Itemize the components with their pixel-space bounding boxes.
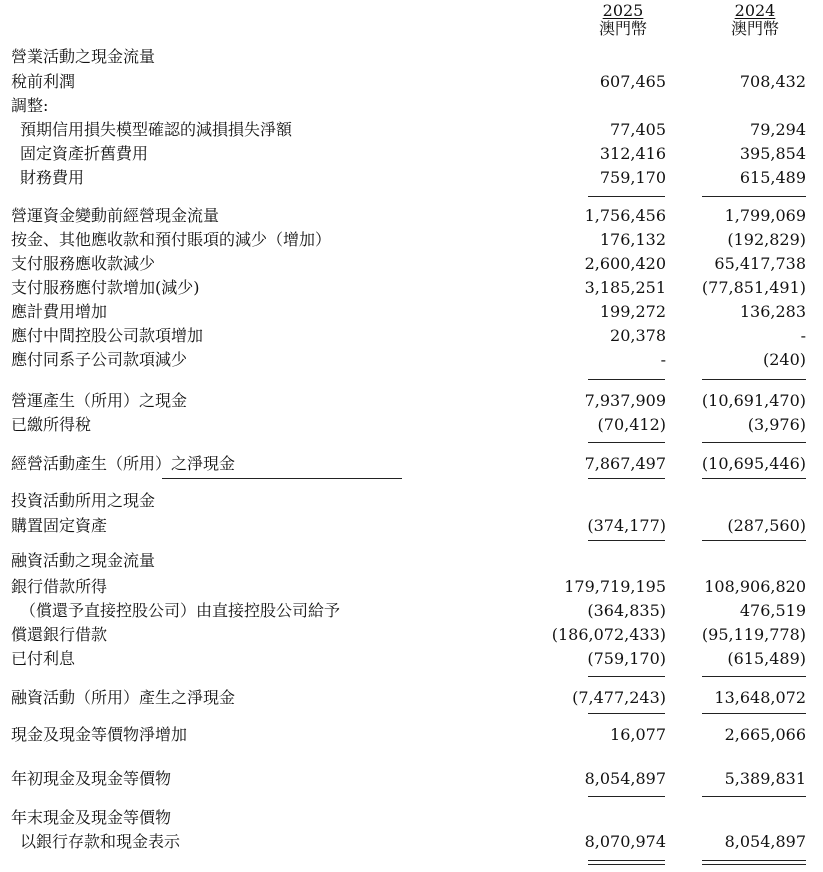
table-row: 按金、其他應收款和預付賬項的減少（增加） 176,132 (192,829)	[11, 230, 806, 249]
table-row: 融資活動（所用）產生之淨現金 (7,477,243) 13,648,072	[11, 688, 806, 707]
table-row: 年初現金及現金等價物 8,054,897 5,389,831	[11, 769, 806, 788]
section-heading-adjustments: 調整:	[11, 96, 49, 115]
table-row: 以銀行存款和現金表示 8,070,974 8,054,897	[20, 832, 806, 851]
table-row: 營運產生（所用）之現金 7,937,909 (10,691,470)	[11, 391, 806, 410]
subtotal-rule	[702, 478, 806, 479]
table-row: 償還銀行借款 (186,072,433) (95,119,778)	[11, 625, 806, 644]
table-row: （償還予直接控股公司）由直接控股公司給予 (364,835) 476,519	[20, 601, 806, 620]
total-double-rule	[588, 860, 665, 865]
subtotal-rule	[702, 379, 806, 380]
table-row: 固定資產折舊費用 312,416 395,854	[20, 144, 806, 163]
table-row: 經營活動產生（所用）之淨現金 7,867,497 (10,695,446)	[11, 454, 806, 473]
table-row: 應付同系子公司款項減少 - (240)	[11, 350, 806, 369]
subtotal-rule	[702, 540, 806, 541]
subtotal-rule	[588, 676, 665, 677]
table-row: 預期信用損失模型確認的減損損失淨額 77,405 79,294	[20, 120, 806, 139]
subtotal-rule	[702, 196, 806, 197]
table-row: 銀行借款所得 179,719,195 108,906,820	[11, 577, 806, 596]
table-row: 已繳所得稅 (70,412) (3,976)	[11, 415, 806, 434]
table-row: 應計費用增加 199,272 136,283	[11, 302, 806, 321]
subtotal-rule	[702, 796, 806, 797]
subtotal-rule	[588, 713, 665, 714]
year-2025: 2025	[602, 1, 644, 20]
section-heading-closing: 年末現金及現金等價物	[11, 808, 172, 827]
year-2024: 2024	[734, 1, 776, 20]
subtotal-rule	[588, 540, 665, 541]
subtotal-rule	[588, 196, 665, 197]
subtotal-rule	[702, 676, 806, 677]
table-row: 已付利息 (759,170) (615,489)	[11, 649, 806, 668]
table-row: 購置固定資產 (374,177) (287,560)	[11, 516, 806, 535]
section-heading-investing: 投資活動所用之現金	[11, 491, 156, 510]
subtotal-rule	[588, 442, 665, 443]
column-header-2025	[583, 2, 663, 38]
label-underline	[162, 478, 402, 479]
subtotal-rule	[702, 713, 806, 714]
subtotal-rule	[588, 478, 665, 479]
table-row: 應付中間控股公司款項增加 20,378 -	[11, 326, 806, 345]
table-row: 營運資金變動前經營現金流量 1,756,456 1,799,069	[11, 206, 806, 225]
subtotal-rule	[588, 796, 665, 797]
table-row: 支付服務應收款減少 2,600,420 65,417,738	[11, 254, 806, 273]
section-heading-operating: 營業活動之現金流量	[11, 47, 156, 66]
total-double-rule	[702, 860, 806, 865]
currency-2024: 澳門幣	[730, 19, 779, 38]
table-row: 現金及現金等價物淨增加 16,077 2,665,066	[11, 725, 806, 744]
section-heading-financing: 融資活動之現金流量	[11, 551, 156, 570]
currency-2025: 澳門幣	[598, 19, 647, 38]
table-row: 支付服務應付款增加(減少) 3,185,251 (77,851,491)	[11, 278, 806, 297]
subtotal-rule	[702, 442, 806, 443]
table-row: 財務費用 759,170 615,489	[20, 168, 806, 187]
column-header-2024	[715, 2, 795, 38]
table-row: 稅前利潤 607,465 708,432	[11, 72, 806, 91]
subtotal-rule	[588, 379, 665, 380]
